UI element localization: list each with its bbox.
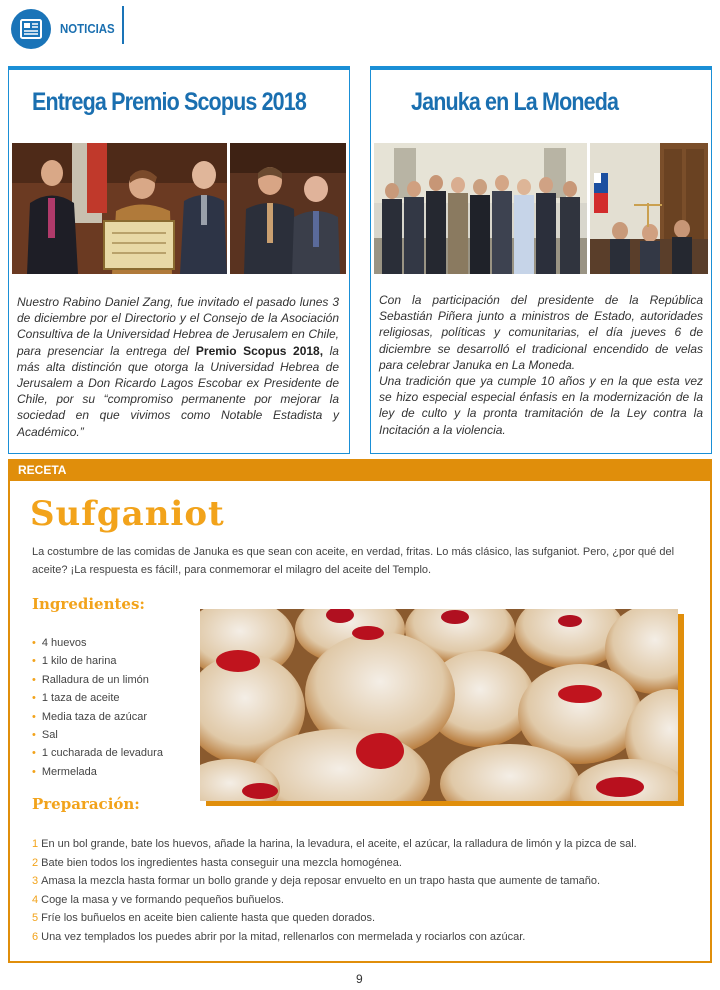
step-item <box>32 909 702 928</box>
step-item <box>32 928 702 947</box>
news-body-scopus-text-1: Nuestro Rabino Daniel Zang, fue invitado el pasado lunes 3 de diciembre por el Directorio y el Consejo de la Asociación Consultiva de la Universidad Hebrea de Jerusalem en Chile, para presenciar la entrega del <box>17 295 339 358</box>
ingredient-text: 4 huevos <box>41 637 87 649</box>
recipe-intro: La costumbre de las comidas de Januka es que sean con aceite, en verdad, fritas. Lo más clásico, las sufganiot. Pero, ¿por qué del aceite? ¡La respuesta es fácil!, para conmemorar el milagro del aceite del Templo. <box>32 546 675 576</box>
ingredient-text: Media taza de azúcar <box>41 710 148 723</box>
photo-two-men <box>230 143 346 274</box>
step-number: 3 <box>32 875 39 887</box>
photo-award-ceremony <box>12 143 227 274</box>
newspaper-icon <box>11 9 51 49</box>
step-number: 4 <box>32 893 39 906</box>
section-label-receta: RECETA <box>18 463 67 477</box>
step-text: Una vez templados los puedes abrir por la mitad, rellenarlos con mermelada y rociarlos con azúcar. <box>41 930 526 943</box>
recipe-title: Sufganiot <box>30 494 225 534</box>
preparation-steps <box>32 835 702 946</box>
ingredient-item <box>32 689 163 707</box>
news-body-januka-p2: Una tradición que ya cumple 10 años y en la que esta vez se hizo especial especial énfasis en la modernización de la ley de culto y la pronta tramitación de la Ley contra la Incitación a la violencia. <box>379 374 703 437</box>
photo-sufganiot <box>200 609 678 801</box>
step-text: Bate bien todos los ingredientes hasta conseguir una mezcla homogénea. <box>41 856 402 869</box>
ingredient-item <box>32 708 163 726</box>
news-body-januka <box>379 292 703 438</box>
bullet-icon: • <box>32 765 36 778</box>
bullet-icon: • <box>32 673 36 686</box>
step-text: En un bol grande, bate los huevos, añade la harina, la levadura, el aceite, el azúcar, la ralladura de limón y la pizca de sal. <box>41 838 637 850</box>
bullet-icon: • <box>32 692 36 705</box>
header-divider <box>122 6 124 44</box>
news-title-januka: Januka en La Moneda <box>411 88 619 116</box>
step-text: Fríe los buñuelos en aceite bien caliente hasta que queden dorados. <box>41 912 376 924</box>
news-body-scopus-text-2: la más alta distinción que otorga la Universidad Hebrea de Jerusalem a Don Ricardo Lagos Escobar ex Presidente de Chile, por su “compromiso permanente por mejorar la sociedad en que vivimos como Notable Estadista y Académico.” <box>17 343 339 439</box>
step-number: 5 <box>32 912 39 924</box>
step-number: 2 <box>32 856 39 869</box>
step-item <box>32 872 702 891</box>
news-body-januka-p1: Con la participación del presidente de la República Sebastián Piñera junto a ministros de Estado, autoridades religiosas, políticas y comunitarias, el día jueves 6 de diciembre se desarrolló el tradicional encendido de velas para celebrar Januka en La Moneda. <box>379 293 703 372</box>
photo-menorah-lighting <box>590 143 708 274</box>
ingredient-item <box>32 634 163 652</box>
ingredient-text: 1 taza de aceite <box>41 692 120 705</box>
ingredient-item <box>32 744 163 762</box>
ingredient-text: 1 cucharada de levadura <box>41 747 163 760</box>
preparation-title: Preparación: <box>32 795 140 813</box>
step-text: Amasa la mezcla hasta formar un bollo grande y deja reposar envuelto en un trapo hasta que aumente de tamaño. <box>41 875 601 887</box>
news-title-scopus: Entrega Premio Scopus 2018 <box>32 88 306 116</box>
news-body-scopus <box>17 294 339 440</box>
step-item <box>32 854 702 873</box>
ingredient-text: 1 kilo de harina <box>41 655 117 668</box>
bullet-icon: • <box>32 747 36 760</box>
step-item <box>32 835 702 854</box>
recipe-header-bar <box>8 459 712 481</box>
ingredient-text: Mermelada <box>41 765 97 778</box>
ingredients-list <box>32 634 163 781</box>
step-text: Coge la masa y ve formando pequeños buñuelos. <box>41 893 284 906</box>
ingredient-item <box>32 671 163 689</box>
bullet-icon: • <box>32 655 36 668</box>
ingredient-text: Ralladura de un limón <box>41 673 149 686</box>
ingredients-title: Ingredientes: <box>32 595 145 613</box>
ingredient-item <box>32 763 163 781</box>
bullet-icon: • <box>32 710 36 723</box>
ingredient-item <box>32 652 163 670</box>
step-number: 1 <box>32 838 39 850</box>
bullet-icon: • <box>32 637 36 649</box>
bullet-icon: • <box>32 728 36 741</box>
news-body-scopus-bold: Premio Scopus 2018, <box>195 343 324 358</box>
page-number: 9 <box>356 972 363 986</box>
photo-group-moneda <box>374 143 587 274</box>
step-item <box>32 891 702 910</box>
section-label-noticias: NOTICIAS <box>60 21 115 36</box>
ingredient-text: Sal <box>41 728 58 741</box>
step-number: 6 <box>32 930 39 943</box>
ingredient-item <box>32 726 163 744</box>
